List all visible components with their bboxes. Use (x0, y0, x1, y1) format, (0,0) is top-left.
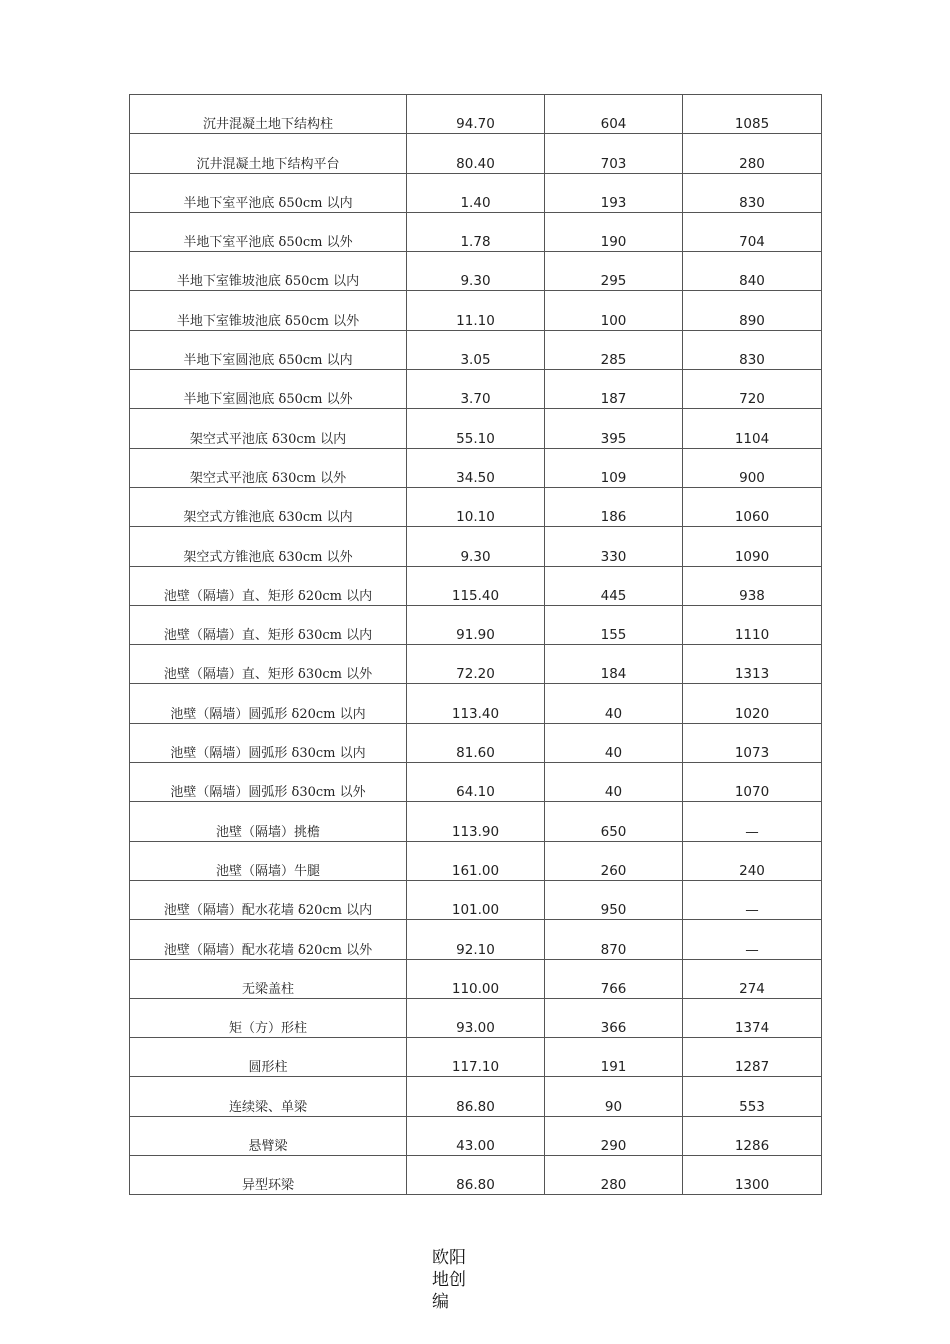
value-cell-1: 80.40 (407, 134, 545, 173)
value-cell-1: 93.00 (407, 998, 545, 1037)
value-cell-1: 92.10 (407, 920, 545, 959)
value-cell-3: — (683, 880, 822, 919)
table-row (130, 920, 822, 959)
table-row (130, 684, 822, 723)
value-cell-2: 703 (545, 134, 683, 173)
value-cell-3: 1286 (683, 1116, 822, 1155)
value-cell-1: 9.30 (407, 527, 545, 566)
item-name-cell: 池壁（隔墙）圆弧形 δ30cm 以外 (130, 763, 407, 802)
value-cell-3: 840 (683, 252, 822, 291)
item-name-cell: 池壁（隔墙）配水花墙 δ20cm 以外 (130, 920, 407, 959)
value-cell-2: 90 (545, 1077, 683, 1116)
table-row (130, 448, 822, 487)
table-row (130, 1156, 822, 1195)
item-name-cell: 圆形柱 (130, 1038, 407, 1077)
value-cell-2: 100 (545, 291, 683, 330)
item-name-cell: 沉井混凝土地下结构平台 (130, 134, 407, 173)
item-name-cell: 半地下室圆池底 δ50cm 以内 (130, 330, 407, 369)
value-cell-1: 101.00 (407, 880, 545, 919)
item-name-cell: 沉井混凝土地下结构柱 (130, 95, 407, 134)
value-cell-1: 1.78 (407, 212, 545, 251)
value-cell-1: 64.10 (407, 763, 545, 802)
value-cell-1: 113.90 (407, 802, 545, 841)
value-cell-3: 1313 (683, 645, 822, 684)
value-cell-3: 1287 (683, 1038, 822, 1077)
item-name-cell: 半地下室平池底 δ50cm 以内 (130, 173, 407, 212)
value-cell-3: 1374 (683, 998, 822, 1037)
value-cell-1: 10.10 (407, 487, 545, 526)
value-cell-2: 40 (545, 763, 683, 802)
value-cell-3: 1090 (683, 527, 822, 566)
item-name-cell: 架空式方锥池底 δ30cm 以外 (130, 527, 407, 566)
value-cell-3: 938 (683, 566, 822, 605)
value-cell-2: 285 (545, 330, 683, 369)
table-row (130, 330, 822, 369)
value-cell-1: 1.40 (407, 173, 545, 212)
item-name-cell: 池壁（隔墙）直、矩形 δ30cm 以外 (130, 645, 407, 684)
value-cell-1: 43.00 (407, 1116, 545, 1155)
table-row (130, 1116, 822, 1155)
table-row (130, 1038, 822, 1077)
table-row (130, 212, 822, 251)
author-footer: 欧阳地创编 (432, 1248, 466, 1312)
table-row (130, 252, 822, 291)
item-name-cell: 池壁（隔墙）圆弧形 δ30cm 以内 (130, 723, 407, 762)
value-cell-1: 110.00 (407, 959, 545, 998)
value-cell-2: 366 (545, 998, 683, 1037)
value-cell-3: 890 (683, 291, 822, 330)
value-cell-3: 1300 (683, 1156, 822, 1195)
table-row (130, 763, 822, 802)
value-cell-3: 900 (683, 448, 822, 487)
value-cell-2: 191 (545, 1038, 683, 1077)
item-name-cell: 池壁（隔墙）牛腿 (130, 841, 407, 880)
table-row (130, 802, 822, 841)
item-name-cell: 架空式方锥池底 δ30cm 以内 (130, 487, 407, 526)
value-cell-2: 186 (545, 487, 683, 526)
item-name-cell: 矩（方）形柱 (130, 998, 407, 1037)
value-cell-2: 604 (545, 95, 683, 134)
value-cell-3: 1085 (683, 95, 822, 134)
value-cell-3: 1020 (683, 684, 822, 723)
value-cell-2: 155 (545, 605, 683, 644)
table-row (130, 645, 822, 684)
value-cell-2: 395 (545, 409, 683, 448)
item-name-cell: 池壁（隔墙）挑檐 (130, 802, 407, 841)
table-row (130, 173, 822, 212)
item-name-cell: 池壁（隔墙）圆弧形 δ20cm 以内 (130, 684, 407, 723)
table-row (130, 841, 822, 880)
table-row (130, 291, 822, 330)
value-cell-3: 720 (683, 370, 822, 409)
value-cell-2: 295 (545, 252, 683, 291)
item-name-cell: 半地下室圆池底 δ50cm 以外 (130, 370, 407, 409)
value-cell-1: 81.60 (407, 723, 545, 762)
table-row (130, 527, 822, 566)
item-name-cell: 半地下室平池底 δ50cm 以外 (130, 212, 407, 251)
value-cell-2: 40 (545, 723, 683, 762)
table-row (130, 95, 822, 134)
value-cell-3: 1060 (683, 487, 822, 526)
item-name-cell: 无梁盖柱 (130, 959, 407, 998)
concrete-table (129, 94, 822, 1195)
value-cell-2: 184 (545, 645, 683, 684)
value-cell-1: 115.40 (407, 566, 545, 605)
value-cell-1: 9.30 (407, 252, 545, 291)
value-cell-2: 445 (545, 566, 683, 605)
item-name-cell: 池壁（隔墙）配水花墙 δ20cm 以内 (130, 880, 407, 919)
value-cell-3: 830 (683, 330, 822, 369)
value-cell-3: — (683, 920, 822, 959)
value-cell-1: 86.80 (407, 1077, 545, 1116)
value-cell-3: 280 (683, 134, 822, 173)
item-name-cell: 异型环梁 (130, 1156, 407, 1195)
value-cell-3: 704 (683, 212, 822, 251)
value-cell-1: 34.50 (407, 448, 545, 487)
value-cell-3: 1104 (683, 409, 822, 448)
item-name-cell: 架空式平池底 δ30cm 以外 (130, 448, 407, 487)
value-cell-3: 1110 (683, 605, 822, 644)
table-row (130, 723, 822, 762)
value-cell-3: 1073 (683, 723, 822, 762)
table-row (130, 409, 822, 448)
table-row (130, 566, 822, 605)
item-name-cell: 半地下室锥坡池底 δ50cm 以内 (130, 252, 407, 291)
value-cell-2: 290 (545, 1116, 683, 1155)
value-cell-1: 72.20 (407, 645, 545, 684)
table-row (130, 370, 822, 409)
value-cell-2: 870 (545, 920, 683, 959)
value-cell-2: 280 (545, 1156, 683, 1195)
value-cell-1: 117.10 (407, 1038, 545, 1077)
table-row (130, 134, 822, 173)
value-cell-2: 330 (545, 527, 683, 566)
item-name-cell: 架空式平池底 δ30cm 以内 (130, 409, 407, 448)
table-row (130, 1077, 822, 1116)
table-row (130, 487, 822, 526)
value-cell-1: 94.70 (407, 95, 545, 134)
table-body (130, 95, 822, 1195)
item-name-cell: 池壁（隔墙）直、矩形 δ20cm 以内 (130, 566, 407, 605)
value-cell-3: 274 (683, 959, 822, 998)
value-cell-2: 109 (545, 448, 683, 487)
value-cell-1: 113.40 (407, 684, 545, 723)
item-name-cell: 半地下室锥坡池底 δ50cm 以外 (130, 291, 407, 330)
table-row (130, 998, 822, 1037)
item-name-cell: 连续梁、单梁 (130, 1077, 407, 1116)
value-cell-1: 11.10 (407, 291, 545, 330)
value-cell-2: 40 (545, 684, 683, 723)
value-cell-2: 190 (545, 212, 683, 251)
value-cell-2: 650 (545, 802, 683, 841)
value-cell-1: 86.80 (407, 1156, 545, 1195)
value-cell-2: 193 (545, 173, 683, 212)
item-name-cell: 悬臂梁 (130, 1116, 407, 1155)
value-cell-3: — (683, 802, 822, 841)
value-cell-1: 161.00 (407, 841, 545, 880)
value-cell-3: 830 (683, 173, 822, 212)
table-row (130, 605, 822, 644)
value-cell-2: 950 (545, 880, 683, 919)
value-cell-3: 240 (683, 841, 822, 880)
value-cell-1: 55.10 (407, 409, 545, 448)
item-name-cell: 池壁（隔墙）直、矩形 δ30cm 以内 (130, 605, 407, 644)
value-cell-2: 260 (545, 841, 683, 880)
table-row (130, 959, 822, 998)
value-cell-2: 766 (545, 959, 683, 998)
value-cell-3: 553 (683, 1077, 822, 1116)
value-cell-2: 187 (545, 370, 683, 409)
value-cell-1: 3.05 (407, 330, 545, 369)
table-row (130, 880, 822, 919)
value-cell-3: 1070 (683, 763, 822, 802)
value-cell-1: 91.90 (407, 605, 545, 644)
value-cell-1: 3.70 (407, 370, 545, 409)
